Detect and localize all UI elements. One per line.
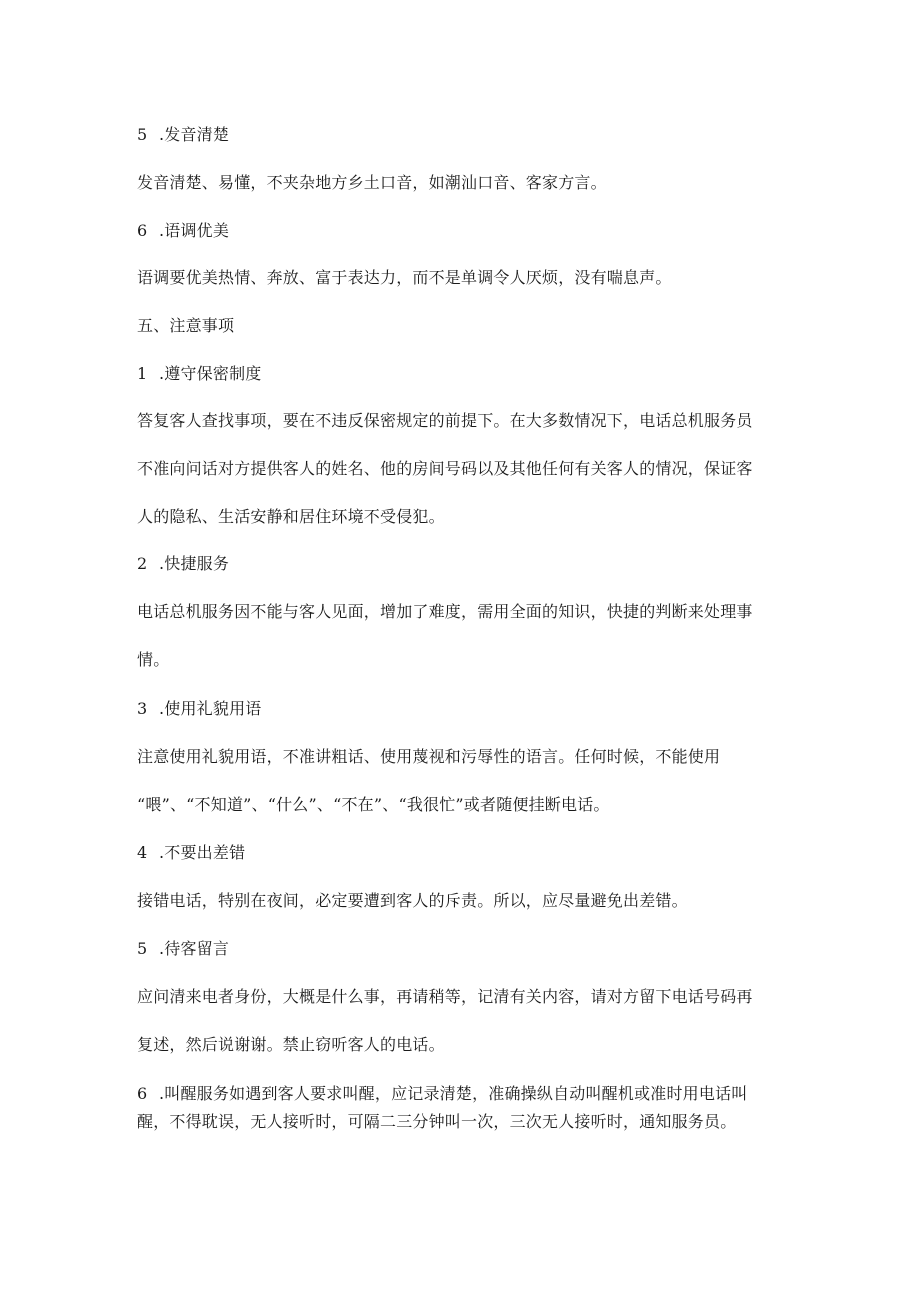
paragraph-line: 发音清楚、易懂，不夹杂地方乡土口音，如潮汕口音、客家方言。 bbox=[137, 173, 607, 192]
item-number: 5 bbox=[137, 939, 148, 958]
item-number: 1 bbox=[137, 364, 148, 383]
paragraph-line: 应问清来电者身份，大概是什么事，再请稍等，记清有关内容，请对方留下电话号码再 bbox=[137, 987, 753, 1006]
item-title: .语调优美 bbox=[159, 221, 230, 240]
item-number: 4 bbox=[137, 843, 148, 862]
paragraph-line: 人的隐私、生活安静和居住环境不受侵犯。 bbox=[137, 507, 445, 526]
heading-messages bbox=[137, 939, 229, 959]
item-title: .遵守保密制度 bbox=[159, 364, 262, 383]
item-title: .快捷服务 bbox=[159, 554, 230, 573]
paragraph-line: 注意使用礼貌用语，不准讲粗话、使用蔑视和污辱性的语言。任何时候，不能使用 bbox=[137, 747, 721, 766]
heading-wake-up-service bbox=[137, 1084, 748, 1104]
item-title: .叫醒服务如遇到客人要求叫醒，应记录清楚，准确操纵自动叫醒机或准时用电话叫 bbox=[159, 1084, 748, 1103]
paragraph-line: 复述，然后说谢谢。禁止窃听客人的电话。 bbox=[137, 1035, 445, 1054]
heading-confidentiality bbox=[137, 364, 262, 384]
paragraph-line: 答复客人查找事项，要在不违反保密规定的前提下。在大多数情况下，电话总机服务员 bbox=[137, 411, 753, 430]
heading-tone bbox=[137, 221, 229, 241]
paragraph-line: 电话总机服务因不能与客人见面，增加了难度，需用全面的知识，快捷的判断来处理事 bbox=[137, 602, 753, 621]
heading-polite-language bbox=[137, 699, 262, 719]
item-number: 5 bbox=[137, 125, 148, 144]
heading-no-errors bbox=[137, 843, 245, 863]
item-title: .不要出差错 bbox=[159, 843, 246, 862]
paragraph-line: 醒，不得耽误，无人接听时，可隔二三分钟叫一次，三次无人接听时，通知服务员。 bbox=[137, 1112, 737, 1131]
item-number: 6 bbox=[137, 221, 148, 240]
paragraph-line: 接错电话，特别在夜间，必定要遭到客人的斥责。所以，应尽量避免出差错。 bbox=[137, 891, 688, 910]
item-number: 6 bbox=[137, 1084, 148, 1103]
paragraph-line: “喂”、“不知道”、“什么”、“不在”、“我很忙”或者随便挂断电话。 bbox=[137, 795, 610, 814]
item-number: 3 bbox=[137, 699, 148, 718]
paragraph-line: 情。 bbox=[137, 650, 170, 669]
paragraph-line: 语调要优美热情、奔放、富于表达力，而不是单调令人厌烦，没有喘息声。 bbox=[137, 268, 672, 287]
item-title: .发音清楚 bbox=[159, 125, 230, 144]
heading-pronunciation bbox=[137, 125, 229, 145]
item-number: 2 bbox=[137, 554, 148, 573]
item-title: .使用礼貌用语 bbox=[159, 699, 262, 718]
section-heading-notes: 五、注意事项 bbox=[137, 316, 235, 335]
heading-quick-service bbox=[137, 554, 229, 574]
item-title: .待客留言 bbox=[159, 939, 230, 958]
paragraph-line: 不准向问话对方提供客人的姓名、他的房间号码以及其他任何有关客人的情况，保证客 bbox=[137, 459, 753, 478]
